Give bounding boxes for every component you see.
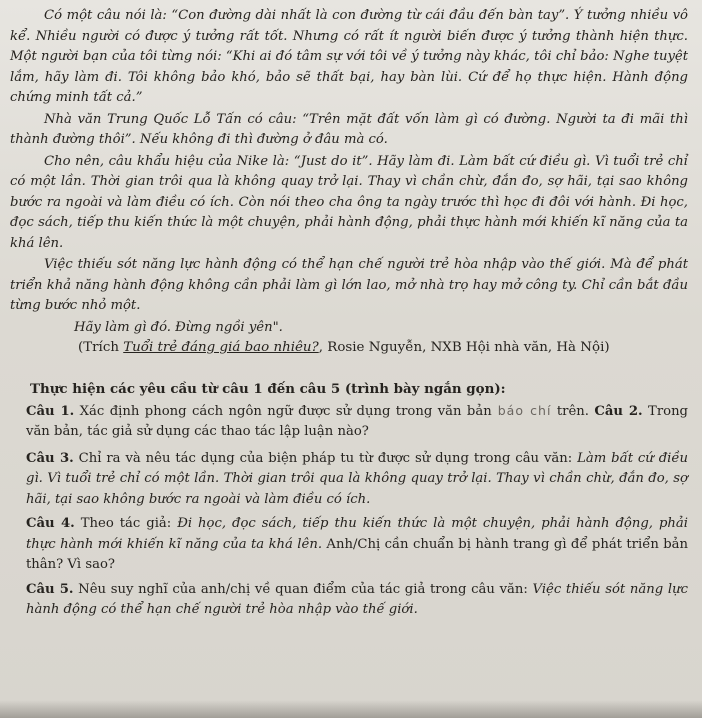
source-prefix: (Trích xyxy=(78,340,124,355)
question-3-label: Câu 3. xyxy=(26,450,74,466)
question-3-quote: Làm bất cứ điều gì. Vì tuổi trẻ chỉ có một lần. Thời gian trôi qua là không quay trở lại. Thay vì chần chừ, đắn đo, sợ hãi, tại sao không bước ra ngoài và làm điều có ích. xyxy=(26,450,688,507)
source-work-title: Tuổi trẻ đáng giá bao nhiêu? xyxy=(123,340,319,355)
question-1-text-end: trên. xyxy=(551,403,595,419)
passage-paragraph-4: Việc thiếu sót năng lực hành động có thể hạn chế người trẻ hòa nhập vào thế giới. Mà để phát triển khả năng hành động không cần phải làm gì lớn lao, mở nhà trọ hay mở công ty. Chỉ cần bắt đầu từng bước nhỏ một. xyxy=(10,257,688,313)
question-5 xyxy=(10,580,688,621)
passage-paragraph-2: Nhà văn Trung Quốc Lỗ Tấn có câu: “Trên mặt đất vốn làm gì có đường. Người ta đi mãi thì thành đường thôi”. Nếu không đi thì đường ở đâu mà có. xyxy=(10,111,688,147)
passage-paragraph-5: Hãy làm gì đó. Đừng ngồi yên". xyxy=(74,319,283,335)
source-citation xyxy=(10,338,688,359)
question-2-text: Trong văn bản, tác giả sử dụng các thao tác lập luận nào? xyxy=(26,403,689,439)
handwritten-answer: báo chí xyxy=(497,402,552,418)
question-1-label: Câu 1. xyxy=(26,403,75,419)
question-4-text-end: Anh/Chị cần chuẩn bị hành trang gì để phát triển bản thân? Vì sao? xyxy=(26,536,689,572)
question-3-text: Chỉ ra và nêu tác dụng của biện pháp tu từ được sử dụng trong câu văn: xyxy=(73,450,578,466)
question-4 xyxy=(10,514,688,576)
question-5-text: Nêu suy nghĩ của anh/chị về quan điểm của tác giả trong câu văn: xyxy=(73,581,533,597)
passage-paragraph-3: Cho nên, câu khẩu hiệu của Nike là: “Just do it”. Hãy làm đi. Làm bất cứ điều gì. Vì tuổi trẻ chỉ có một lần. Thời gian trôi qua là không quay trở lại. Thay vì chần chừ, đắn đo, sợ hãi, tại sao không bước ra ngoài và làm điều có ích. Còn nói theo cha ông ta ngày trước thì học đi đôi với hành. Đi học, đọc sách, tiếp thu kiến thức là một chuyện, phải hành động, phải thực hành mới khiến kĩ năng của ta khá lên. xyxy=(10,153,688,251)
passage-paragraph-1: Có một câu nói là: “Con đường dài nhất là con đường từ cái đầu đến bàn tay”. Ý tưởng nhiều vô kể. Nhiều người có được ý tưởng rất tốt. Nhưng có rất ít người biến được ý tưởng thành hiện thực. Một người bạn của tôi từng nói: “Khi ai đó tâm sự với tôi về ý tưởng này khác, tôi chỉ bảo: Nghe tuyệt lắm, hãy làm đi. Tôi không bảo khó, bảo sẽ thất bại, hay bàn lùi. Cứ để họ thực hiện. Hành động chứng minh tất cả.” xyxy=(10,8,688,105)
question-4-text: Theo tác giả: xyxy=(74,516,178,531)
source-suffix: , Rosie Nguyễn, NXB Hội nhà văn, Hà Nội) xyxy=(318,340,610,355)
question-5-label: Câu 5. xyxy=(26,581,74,597)
question-4-label: Câu 4. xyxy=(26,516,75,531)
instruction-heading: Thực hiện các yêu cầu từ câu 1 đến câu 5 (trình bày ngắn gọn): xyxy=(30,380,506,397)
question-3 xyxy=(10,449,688,511)
passage xyxy=(10,6,688,359)
question-2-label: Câu 2. xyxy=(594,403,643,419)
question-4-quote: Đi học, đọc sách, tiếp thu kiến thức là một chuyện, phải hành động, phải thực hành mới khiến kĩ năng của ta khá lên. xyxy=(26,516,688,552)
question-5-quote: Việc thiếu sót năng lực hành động có thể hạn chế người trẻ hòa nhập vào thế giới. xyxy=(26,581,688,617)
question-1-text: Xác định phong cách ngôn ngữ được sử dụng trong văn bản xyxy=(74,403,492,419)
question-1-2 xyxy=(10,401,688,443)
page-bottom-shadow xyxy=(0,700,702,718)
